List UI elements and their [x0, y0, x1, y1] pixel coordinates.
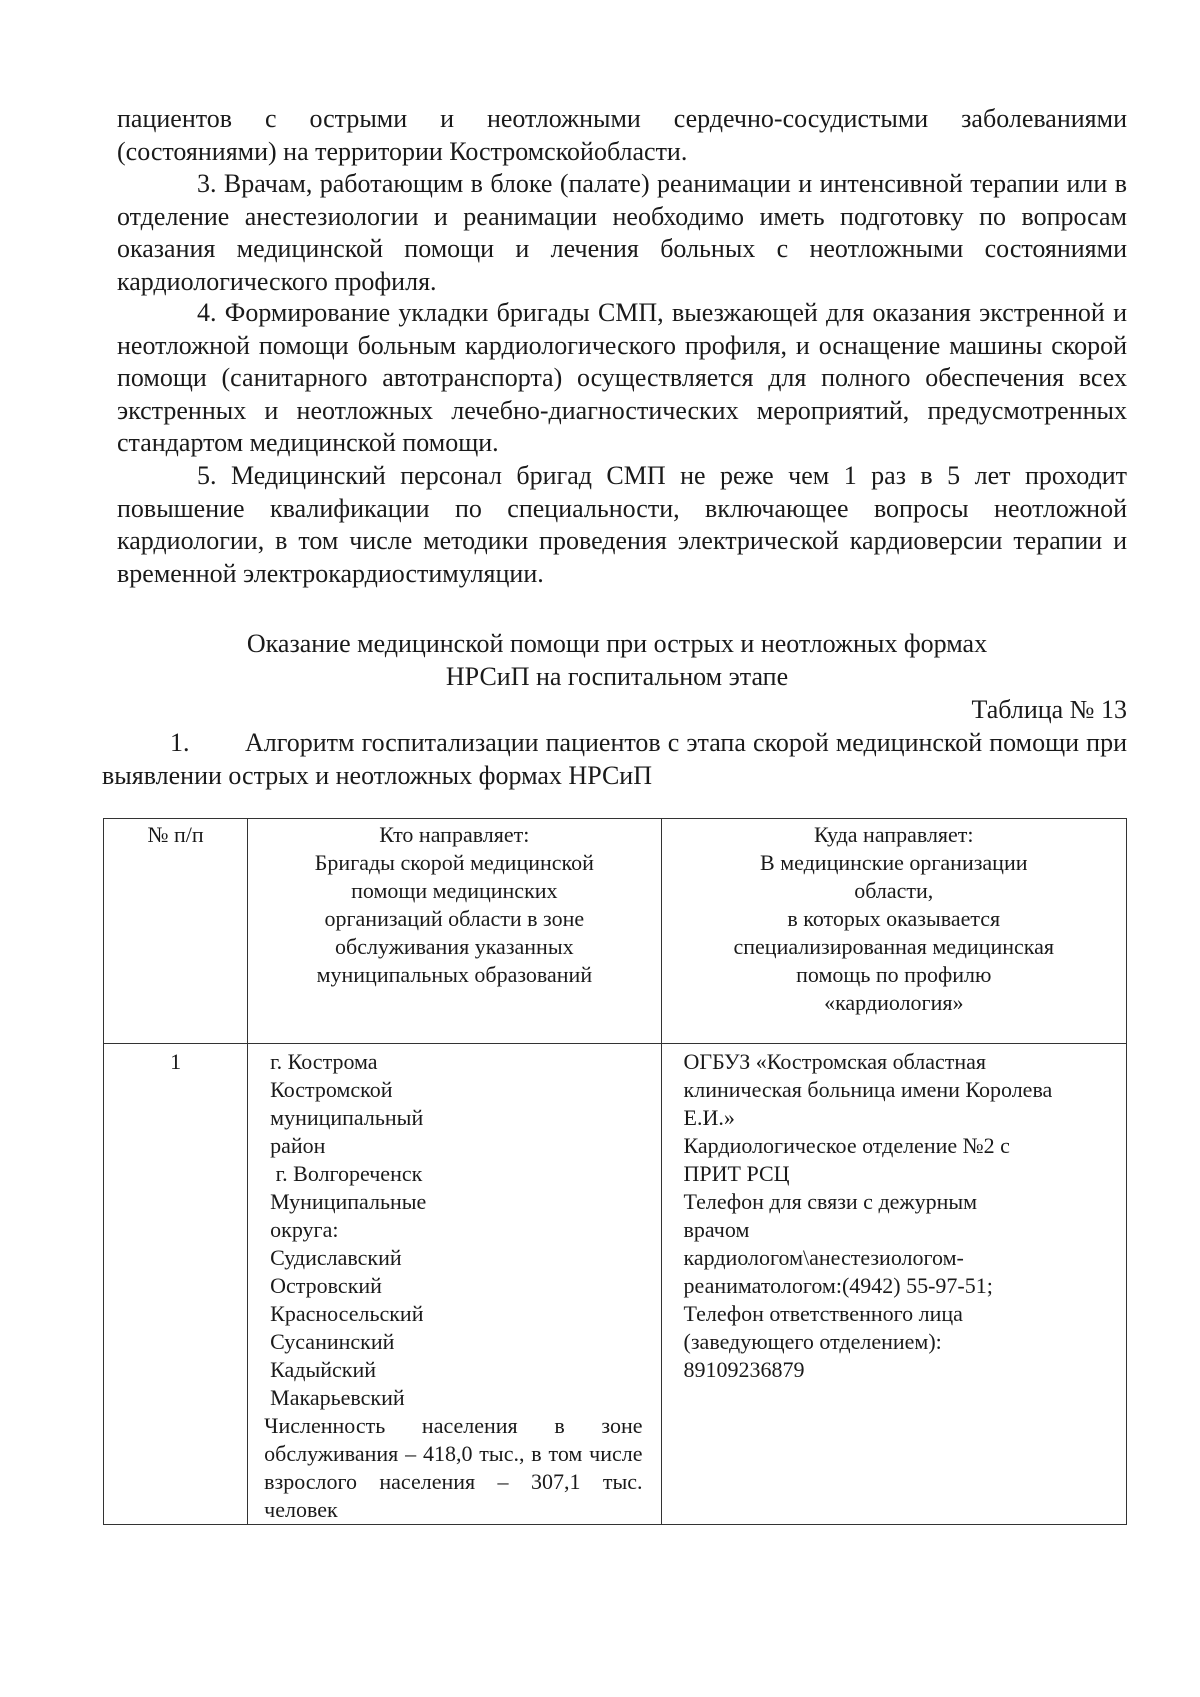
district-line: Островский — [270, 1273, 382, 1298]
district-line: г. Волгореченск — [270, 1161, 423, 1186]
district-line: Сусанинский — [270, 1329, 395, 1354]
header-where-cell — [661, 819, 1126, 1044]
row-number-cell: 1 — [104, 1044, 248, 1525]
section-title — [117, 627, 1117, 693]
district-line: Кадыйский — [270, 1357, 377, 1382]
section-title-line-2: НРСиП на госпитальном этапе — [445, 662, 789, 691]
algorithm-number: 1. — [170, 728, 190, 757]
hospital-line: Телефон для связи с дежурным — [683, 1189, 978, 1214]
table-row — [104, 1044, 1127, 1525]
hospital-line: 89109236879 — [683, 1357, 805, 1382]
header-where-line: специализированная медицинская — [733, 934, 1055, 959]
header-who-line: помощи медицинских — [351, 878, 558, 903]
table-header-row — [104, 819, 1127, 1044]
hospital-line: (заведующего отделением): — [683, 1329, 942, 1354]
header-who-line: Кто направляет: — [379, 822, 530, 847]
hospital-line: ПРИТ РСЦ — [683, 1161, 790, 1186]
hospital-line: Телефон ответственного лица — [683, 1301, 963, 1326]
header-where-line: области, — [854, 878, 934, 903]
district-line: муниципальный — [270, 1105, 424, 1130]
hospital-line: Кардиологическое отделение №2 с — [683, 1133, 1010, 1158]
header-where-line: «кардиология» — [824, 990, 964, 1015]
paragraph-item-4: 4. Формирование укладки бригады СМП, выезжающей для оказания экстренной и неотложной помощи больным кардиологического профиля, и оснащение машины скорой помощи (санитарного автотранспорта) осуществляется для полного обеспечения всех экстренных и неотложных лечебно-диагностических мероприятий, предусмотренных стандартом медицинской помощи. — [117, 298, 1127, 457]
district-line: Судиславский — [270, 1245, 402, 1270]
header-who-line: Бригады скорой медицинской — [314, 850, 594, 875]
row-where-cell — [661, 1044, 1126, 1525]
hospital-line: клиническая больница имени Королева — [683, 1077, 1053, 1102]
paragraph-continuation: пациентов с острыми и неотложными сердечно-сосудистыми заболеваниями (состояниями) на территории Костромскойобласти. — [117, 104, 1127, 166]
district-line: Костромской — [270, 1077, 393, 1102]
table-number: Таблица № 13 — [971, 695, 1127, 724]
header-who-cell — [248, 819, 661, 1044]
hospital-line: реаниматологом:(4942) 55-97-51; — [683, 1273, 993, 1298]
header-where-line: помощь по профилю — [796, 962, 992, 987]
hospital-line: кардиологом\анестезиологом- — [683, 1245, 964, 1270]
header-who-line: муниципальных образований — [316, 962, 593, 987]
header-who-line: обслуживания указанных — [335, 934, 574, 959]
header-number-cell: № п/п — [104, 819, 248, 1044]
paragraph-item-3: 3. Врачам, работающим в блоке (палате) реанимации и интенсивной терапии или в отделение анестезиологии и реанимации необходимо иметь подготовку по вопросам оказания медицинской помощи и лечения больных с неотложными состояниями кардиологического профиля. — [117, 169, 1127, 296]
district-line: Макарьевский — [270, 1385, 405, 1410]
district-line: Красносельский — [270, 1301, 424, 1326]
section-title-line-1: Оказание медицинской помощи при острых и неотложных формах — [246, 629, 988, 658]
header-where-line: Куда направляет: — [813, 822, 974, 847]
paragraph-item-5: 5. Медицинский персонал бригад СМП не реже чем 1 раз в 5 лет проходит повышение квалификации по специальности, включающее вопросы неотложной кардиологии, в том числе методики проведения электрической кардиоверсии терапии и временной электрокардиостимуляции. — [117, 461, 1127, 588]
hospital-line: Е.И.» — [683, 1105, 735, 1130]
population-text: Численность населения в зоне обслуживания – 418,0 тыс., в том числе взрослого населения – 307,1 тыс. человек — [264, 1413, 643, 1522]
row-who-cell — [248, 1044, 661, 1525]
hospital-line: ОГБУЗ «Костромская областная — [683, 1049, 987, 1074]
hospitalization-table — [103, 818, 1127, 1525]
hospital-line: врачом — [683, 1217, 750, 1242]
district-line: г. Кострома — [270, 1049, 378, 1074]
header-where-line: в которых оказывается — [787, 906, 1001, 931]
header-who-line: организаций области в зоне — [324, 906, 585, 931]
algorithm-heading — [102, 726, 1127, 792]
algorithm-text: Алгоритм госпитализации пациентов с этапа скорой медицинской помощи при выявлении острых и неотложных формах НРСиП — [102, 728, 1127, 790]
header-where-line: В медицинские организации — [760, 850, 1028, 875]
district-line: район — [270, 1133, 326, 1158]
district-line: Муниципальные — [270, 1189, 427, 1214]
district-line: округа: — [270, 1217, 339, 1242]
